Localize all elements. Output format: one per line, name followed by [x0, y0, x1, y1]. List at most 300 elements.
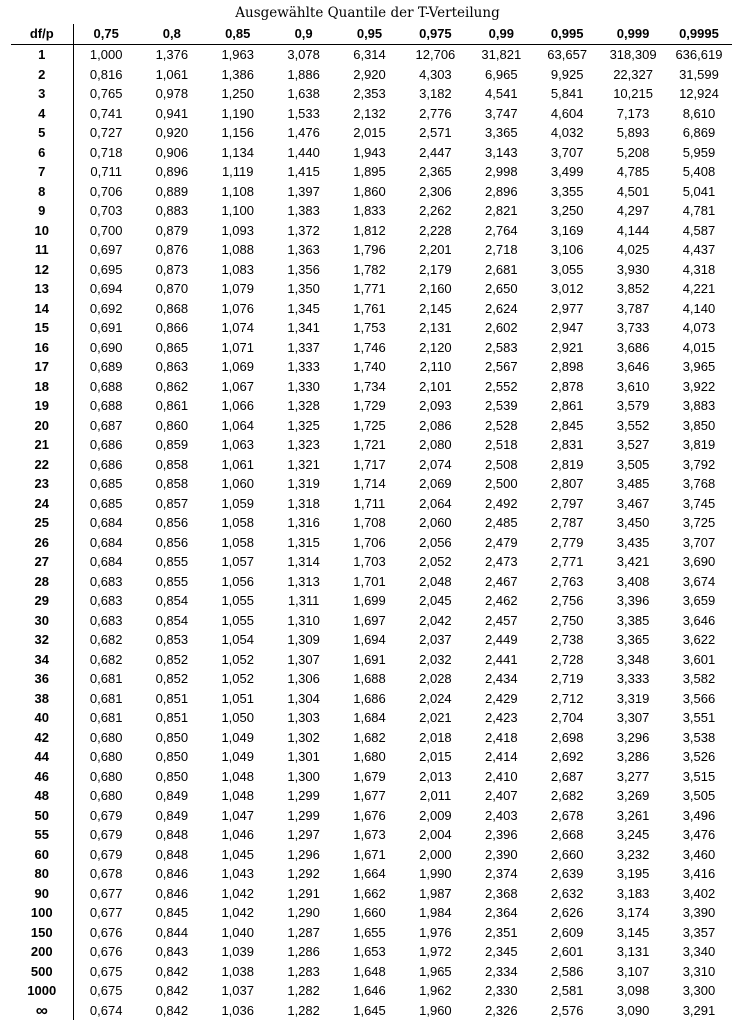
quantile-cell: 9,925: [550, 66, 584, 82]
quantile-cell: 4,318: [682, 261, 716, 277]
df-cell: 1: [11, 45, 73, 65]
quantile-cell: 2,074: [419, 456, 452, 472]
quantile-cell: 2,009: [419, 807, 452, 823]
quantile-cell: 0,700: [89, 222, 123, 238]
df-cell: 15: [11, 318, 73, 338]
quantile-cell: 2,032: [419, 651, 452, 667]
quantile-cell: 4,785: [616, 164, 650, 179]
quantile-cell: 6,869: [682, 125, 716, 140]
quantile-cell: 1,796: [353, 242, 386, 257]
quantile-cell: 2,660: [550, 846, 584, 862]
quantile-cell: 2,704: [550, 710, 584, 725]
quantile-cell: 1,699: [353, 593, 386, 608]
p-column-header: 0,999: [600, 24, 666, 45]
quantile-cell: 2,668: [550, 827, 584, 842]
quantile-cell: 3,922: [682, 378, 716, 394]
quantile-cell: 1,311: [287, 593, 320, 608]
quantile-cell: 0,675: [89, 983, 123, 998]
quantile-cell: 2,586: [550, 963, 584, 979]
quantile-cell: 1,679: [353, 768, 386, 784]
quantile-cell: 1,048: [221, 768, 254, 784]
quantile-cell: 1,746: [353, 339, 386, 355]
quantile-cell: 0,675: [89, 963, 123, 979]
quantile-cell: 0,678: [89, 866, 123, 881]
quantile-cell: 2,201: [419, 242, 452, 257]
quantile-cell: 3,646: [616, 359, 650, 374]
quantile-cell: 2,485: [485, 515, 518, 530]
quantile-cell: 3,131: [616, 944, 650, 959]
quantile-cell: 2,403: [485, 807, 518, 823]
quantile-cell: 0,865: [155, 339, 189, 355]
quantile-cell: 1,063: [221, 437, 254, 452]
table-row: [11, 513, 732, 533]
quantile-cell: 1,673: [353, 827, 386, 842]
quantile-cell: 1,302: [287, 729, 320, 745]
quantile-cell: 2,262: [419, 203, 452, 218]
quantile-cell: 3,485: [616, 476, 650, 491]
quantile-cell: 3,527: [616, 437, 650, 452]
quantile-cell: 2,473: [485, 554, 518, 569]
quantile-cell: 3,183: [616, 885, 650, 901]
df-cell: 23: [11, 474, 73, 494]
quantile-cell: 1,055: [221, 593, 254, 608]
quantile-cell: 1,725: [353, 417, 386, 433]
quantile-cell: 1,708: [353, 515, 386, 530]
quantile-cell: 0,850: [155, 749, 189, 764]
quantile-cell: 3,476: [682, 827, 716, 842]
quantile-cell: 1,290: [287, 905, 320, 920]
quantile-cell: 1,282: [287, 983, 320, 998]
quantile-cell: 2,021: [419, 710, 452, 725]
quantile-cell: 3,610: [616, 378, 650, 394]
quantile-cell: 3,340: [682, 944, 716, 959]
quantile-cell: 2,037: [419, 632, 452, 647]
quantile-cell: 1,054: [221, 632, 254, 647]
quantile-cell: 3,505: [682, 788, 716, 803]
quantile-cell: 3,852: [616, 281, 650, 296]
quantile-cell: 4,221: [682, 281, 716, 296]
quantile-cell: 0,674: [89, 1002, 123, 1018]
quantile-cell: 2,719: [550, 671, 584, 686]
quantile-cell: 2,492: [485, 495, 518, 511]
quantile-cell: 3,012: [550, 281, 584, 296]
quantile-cell: 1,671: [353, 846, 386, 862]
quantile-cell: 2,048: [419, 573, 452, 589]
quantile-cell: 2,650: [485, 281, 518, 296]
quantile-cell: 1,648: [353, 963, 386, 979]
quantile-cell: 1,734: [353, 378, 386, 394]
quantile-cell: 0,866: [155, 320, 189, 335]
quantile-cell: 1,976: [419, 924, 452, 940]
quantile-cell: 2,396: [485, 827, 518, 842]
df-cell: 1000: [11, 981, 73, 1001]
quantile-cell: 8,610: [682, 105, 716, 121]
table-row: [11, 747, 732, 767]
quantile-cell: 0,692: [89, 300, 123, 316]
quantile-cell: 3,725: [682, 515, 716, 530]
table-row: [11, 455, 732, 475]
df-cell: 90: [11, 884, 73, 904]
quantile-cell: 0,684: [89, 554, 123, 569]
p-column-header: 0,975: [402, 24, 468, 45]
quantile-cell: 0,718: [89, 144, 123, 160]
quantile-cell: 2,896: [485, 183, 518, 199]
quantile-cell: 2,609: [550, 924, 584, 940]
quantile-cell: 1,318: [287, 495, 320, 511]
quantile-cell: 2,326: [485, 1002, 518, 1018]
quantile-cell: 2,353: [353, 86, 386, 101]
quantile-cell: 2,756: [550, 593, 584, 608]
quantile-cell: 2,441: [485, 651, 518, 667]
table-row: [11, 318, 732, 338]
quantile-cell: 1,291: [287, 885, 320, 901]
quantile-cell: 1,323: [287, 437, 320, 452]
quantile-cell: 6,965: [485, 66, 518, 82]
quantile-cell: 1,350: [287, 281, 320, 296]
quantile-cell: 1,061: [155, 66, 189, 82]
table-row: [11, 201, 732, 221]
quantile-cell: 1,049: [221, 749, 254, 764]
quantile-cell: 0,842: [155, 1002, 189, 1018]
quantile-cell: 3,090: [616, 1002, 650, 1018]
quantile-cell: 3,787: [616, 300, 650, 316]
quantile-cell: 1,812: [353, 222, 386, 238]
quantile-cell: 2,920: [353, 66, 386, 82]
quantile-cell: 2,771: [550, 554, 584, 569]
quantile-cell: 0,677: [89, 905, 123, 920]
quantile-cell: 1,303: [287, 710, 320, 725]
t-quantile-table: [11, 24, 732, 1020]
df-cell: 20: [11, 416, 73, 436]
quantile-cell: 1,037: [221, 983, 254, 998]
quantile-cell: 1,304: [287, 690, 320, 706]
quantile-cell: 1,703: [353, 554, 386, 569]
table-row: [11, 104, 732, 124]
quantile-cell: 0,842: [155, 963, 189, 979]
df-cell: 32: [11, 630, 73, 650]
quantile-cell: 2,602: [485, 320, 518, 335]
quantile-cell: 0,854: [155, 593, 189, 608]
quantile-cell: 1,660: [353, 905, 386, 920]
quantile-cell: 1,040: [221, 924, 254, 940]
quantile-cell: 1,296: [287, 846, 320, 862]
quantile-cell: 3,707: [550, 144, 584, 160]
quantile-cell: 0,682: [89, 632, 123, 647]
quantile-cell: 3,106: [550, 242, 584, 257]
df-cell: 40: [11, 708, 73, 728]
p-column-header: 0,8: [139, 24, 205, 45]
quantile-cell: 1,055: [221, 612, 254, 628]
quantile-cell: 1,306: [287, 671, 320, 686]
quantile-cell: 1,533: [287, 105, 320, 121]
quantile-cell: 3,310: [682, 963, 716, 979]
quantile-cell: 3,707: [682, 534, 716, 550]
quantile-cell: 2,528: [485, 417, 518, 433]
quantile-cell: 1,058: [221, 515, 254, 530]
quantile-cell: 1,038: [221, 963, 254, 979]
quantile-cell: 0,860: [155, 417, 189, 433]
quantile-cell: 12,706: [415, 47, 456, 62]
quantile-cell: 3,182: [419, 86, 452, 101]
quantile-cell: 3,307: [616, 710, 650, 725]
quantile-cell: 4,025: [616, 242, 650, 257]
quantile-cell: 3,850: [682, 417, 716, 433]
table-row: [11, 1001, 732, 1021]
table-row: [11, 338, 732, 358]
quantile-cell: 0,858: [155, 476, 189, 491]
df-cell: 38: [11, 689, 73, 709]
quantile-cell: 3,566: [682, 690, 716, 706]
quantile-cell: 2,064: [419, 495, 452, 511]
table-row: [11, 552, 732, 572]
quantile-cell: 2,698: [550, 729, 584, 745]
quantile-cell: 2,583: [485, 339, 518, 355]
quantile-cell: 1,771: [353, 281, 386, 296]
quantile-cell: 0,688: [89, 398, 123, 413]
quantile-cell: 0,676: [89, 944, 123, 959]
quantile-cell: 3,551: [682, 710, 716, 725]
df-cell: 18: [11, 377, 73, 397]
quantile-cell: 1,962: [419, 983, 452, 998]
quantile-cell: 1,895: [353, 164, 386, 179]
quantile-cell: 5,893: [616, 125, 650, 140]
quantile-cell: 2,807: [550, 476, 584, 491]
quantile-cell: 1,046: [221, 827, 254, 842]
quantile-cell: 1,066: [221, 398, 254, 413]
quantile-cell: 1,960: [419, 1002, 452, 1018]
quantile-cell: 0,688: [89, 378, 123, 394]
quantile-cell: 0,896: [155, 164, 189, 179]
quantile-cell: 1,321: [287, 456, 320, 472]
quantile-cell: 1,328: [287, 398, 320, 413]
quantile-cell: 1,314: [287, 554, 320, 569]
quantile-cell: 1,860: [353, 183, 386, 199]
quantile-cell: 1,337: [287, 339, 320, 355]
quantile-cell: 0,870: [155, 281, 189, 296]
quantile-cell: 1,042: [221, 905, 254, 920]
quantile-cell: 5,208: [616, 144, 650, 160]
quantile-cell: 0,680: [89, 729, 123, 745]
quantile-cell: 0,816: [89, 66, 123, 82]
df-cell: 17: [11, 357, 73, 377]
quantile-cell: 1,701: [353, 573, 386, 589]
table-row: [11, 377, 732, 397]
quantile-cell: 2,678: [550, 807, 584, 823]
quantile-cell: 3,319: [616, 690, 650, 706]
quantile-cell: 0,846: [155, 866, 189, 881]
quantile-cell: 2,861: [550, 398, 584, 413]
quantile-cell: 0,684: [89, 534, 123, 550]
quantile-cell: 2,132: [353, 105, 386, 121]
table-row: [11, 416, 732, 436]
quantile-cell: 1,100: [221, 203, 254, 218]
quantile-cell: 1,372: [287, 222, 320, 238]
quantile-cell: 2,776: [419, 105, 452, 121]
quantile-cell: 1,156: [221, 125, 254, 140]
quantile-cell: 2,626: [550, 905, 584, 920]
quantile-cell: 2,639: [550, 866, 584, 881]
df-cell: 28: [11, 572, 73, 592]
quantile-cell: 0,685: [89, 476, 123, 491]
quantile-cell: 1,283: [287, 963, 320, 979]
quantile-cell: 2,110: [419, 359, 452, 374]
quantile-cell: 1,067: [221, 378, 254, 394]
table-row: [11, 923, 732, 943]
quantile-cell: 0,684: [89, 515, 123, 530]
table-row: [11, 143, 732, 163]
quantile-cell: 3,098: [616, 983, 650, 998]
quantile-cell: 2,539: [485, 398, 518, 413]
quantile-cell: 1,943: [353, 144, 386, 160]
quantile-cell: 3,646: [682, 612, 716, 628]
quantile-cell: 1,655: [353, 924, 386, 940]
quantile-cell: 1,345: [287, 300, 320, 316]
quantile-cell: 0,856: [155, 515, 189, 530]
quantile-cell: 0,845: [155, 905, 189, 920]
quantile-cell: 4,015: [682, 339, 716, 355]
quantile-cell: 1,301: [287, 749, 320, 764]
table-row: [11, 357, 732, 377]
quantile-cell: 1,753: [353, 320, 386, 335]
quantile-cell: 2,056: [419, 534, 452, 550]
quantile-cell: 318,309: [609, 47, 657, 62]
quantile-cell: 0,853: [155, 632, 189, 647]
quantile-cell: 2,429: [485, 690, 518, 706]
quantile-cell: 2,418: [485, 729, 518, 745]
quantile-cell: 3,365: [485, 125, 518, 140]
quantile-cell: 6,314: [353, 47, 386, 62]
quantile-cell: 3,622: [682, 632, 716, 647]
quantile-cell: 0,855: [155, 573, 189, 589]
table-row: [11, 84, 732, 104]
quantile-cell: 31,599: [679, 66, 719, 82]
quantile-cell: 3,965: [682, 359, 716, 374]
quantile-cell: 0,855: [155, 554, 189, 569]
quantile-cell: 3,421: [616, 554, 650, 569]
quantile-cell: 3,792: [682, 456, 716, 472]
df-cell: 11: [11, 240, 73, 260]
p-column-header: 0,85: [205, 24, 271, 45]
quantile-cell: 4,073: [682, 320, 716, 335]
quantile-cell: 2,131: [419, 320, 452, 335]
quantile-cell: 3,296: [616, 729, 650, 745]
quantile-cell: 3,365: [616, 632, 650, 647]
quantile-cell: 1,386: [221, 66, 254, 82]
quantile-cell: 0,856: [155, 534, 189, 550]
table-row: [11, 45, 732, 65]
quantile-cell: 2,779: [550, 534, 584, 550]
table-row: [11, 650, 732, 670]
quantile-cell: 1,088: [221, 242, 254, 257]
table-row: [11, 474, 732, 494]
quantile-cell: 1,376: [155, 47, 189, 62]
quantile-cell: 1,287: [287, 924, 320, 940]
quantile-cell: 0,685: [89, 495, 123, 511]
quantile-cell: 1,653: [353, 944, 386, 959]
table-row: [11, 689, 732, 709]
quantile-cell: 2,581: [550, 983, 584, 998]
quantile-cell: 2,921: [550, 339, 584, 355]
quantile-cell: 3,355: [550, 183, 584, 199]
quantile-cell: 0,850: [155, 768, 189, 784]
df-cell: 6: [11, 143, 73, 163]
quantile-cell: 0,680: [89, 749, 123, 764]
quantile-cell: 2,004: [419, 827, 452, 842]
quantile-cell: 3,745: [682, 495, 716, 511]
quantile-cell: 3,390: [682, 905, 716, 920]
quantile-cell: 5,959: [682, 144, 716, 160]
quantile-cell: 0,727: [89, 125, 123, 140]
table-row: [11, 162, 732, 182]
quantile-cell: 2,368: [485, 885, 518, 901]
quantile-cell: 2,101: [419, 378, 452, 394]
quantile-cell: 2,018: [419, 729, 452, 745]
quantile-cell: 3,686: [616, 339, 650, 355]
quantile-cell: 7,173: [616, 105, 650, 121]
quantile-cell: 0,843: [155, 944, 189, 959]
quantile-cell: 0,683: [89, 593, 123, 608]
quantile-cell: 3,674: [682, 573, 716, 589]
quantile-cell: 0,680: [89, 768, 123, 784]
quantile-cell: 3,467: [616, 495, 650, 511]
quantile-cell: 1,319: [287, 476, 320, 491]
header-row: [11, 24, 732, 45]
quantile-cell: 3,435: [616, 534, 650, 550]
quantile-cell: 2,080: [419, 437, 452, 452]
quantile-cell: 1,064: [221, 417, 254, 433]
quantile-cell: 3,291: [682, 1002, 716, 1018]
df-cell: ∞: [11, 1001, 73, 1021]
df-cell: 42: [11, 728, 73, 748]
quantile-cell: 1,043: [221, 866, 254, 881]
quantile-cell: 1,000: [89, 47, 123, 62]
quantile-cell: 2,334: [485, 963, 518, 979]
quantile-cell: 0,876: [155, 242, 189, 257]
quantile-cell: 3,174: [616, 905, 650, 920]
quantile-cell: 1,397: [287, 183, 320, 199]
table-row: [11, 630, 732, 650]
quantile-cell: 0,862: [155, 378, 189, 394]
quantile-cell: 1,688: [353, 671, 386, 686]
quantile-cell: 3,582: [682, 671, 716, 686]
quantile-cell: 1,036: [221, 1002, 254, 1018]
quantile-cell: 0,683: [89, 573, 123, 589]
quantile-cell: 1,662: [353, 885, 386, 901]
quantile-cell: 0,858: [155, 456, 189, 472]
quantile-cell: 0,706: [89, 183, 123, 199]
quantile-cell: 0,703: [89, 203, 123, 218]
df-cell: 200: [11, 942, 73, 962]
table-title: Ausgewählte Quantile der T-Verteilung: [235, 5, 500, 21]
quantile-cell: 3,499: [550, 164, 584, 179]
table-body: [11, 45, 732, 1021]
table-row: [11, 845, 732, 865]
quantile-cell: 1,325: [287, 417, 320, 433]
quantile-cell: 2,374: [485, 866, 518, 881]
quantile-cell: 1,299: [287, 788, 320, 803]
quantile-cell: 3,659: [682, 593, 716, 608]
quantile-cell: 0,846: [155, 885, 189, 901]
quantile-cell: 0,697: [89, 242, 123, 257]
quantile-cell: 1,083: [221, 261, 254, 277]
table-row: [11, 962, 732, 982]
quantile-cell: 2,576: [550, 1002, 584, 1018]
df-cell: 8: [11, 182, 73, 202]
df-cell: 4: [11, 104, 73, 124]
p-column-header: 0,95: [337, 24, 403, 45]
quantile-cell: 2,060: [419, 515, 452, 530]
quantile-cell: 3,601: [682, 651, 716, 667]
